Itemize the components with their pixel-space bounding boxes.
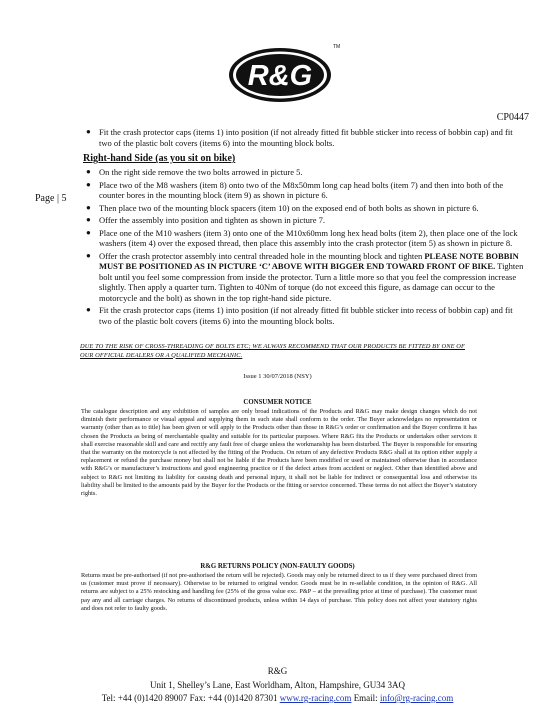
bullet-text: On the right side remove the two bolts arrowed in picture 5. (99, 167, 303, 177)
issue-line: Issue 1 30/07/2018 (NSY) (243, 373, 312, 380)
list-item (86, 180, 526, 201)
footer-company: R&G (267, 666, 288, 676)
document-code: CP0447 (496, 112, 529, 123)
rg-logo (228, 47, 332, 103)
list-item (86, 167, 526, 178)
bullet-text: Fit the crash protector caps (items 1) into position (if not already fitted fit bubble sticker into recess of bobbin cap) and fit two of the plastic bolt covers (items 6) into the mounting block bolts. (99, 305, 513, 326)
bullet-text: Offer the assembly into position and tighten as shown in picture 7. (99, 215, 326, 225)
email-link[interactable]: info@rg-racing.com (379, 693, 454, 703)
consumer-notice-body: The catalogue description and any exhibition of samples are only broad indications of the Products and R&G may make design changes which do not diminish their performance or visual appeal and supplying them in such state shall conform to the order. The Buyer acknowledges no representation or warranty (other than as to title) has been given or will apply to the Products other than those in R&G’s order or confirmation and the Buyer confirms it has chosen the Products as being of merchantable quality and suitable for its particular purposes. Where R&G fits the Products or undertakes other services it shall exercise reasonable skill and care and rectify any fault free of charge unless the workmanship has been disturbed. The Buyer is responsible for ensuring that the warranty on the motorcycle is not affected by the fitting of the Products. On return of any defective Products R&G shall at its option either supply a replacement or refund the purchase money but shall not be liable if the Products have been modified or used or maintained otherwise than in accordance with R&G’s or manufacturer’s instructions and good engineering practice or if the defect arises from accident or neglect. Other than identified above and subject to R&G not limiting its liability for causing death and personal injury, it shall not be liable for indirect or consequential loss and otherwise its liability shall be limited to the amounts paid by the Buyer for the Products or the fitting or service concerned. These terms do not affect the Buyer’s statutory rights. (81, 408, 477, 498)
bullet-icon: ● (86, 179, 91, 189)
returns-policy-title: R&G RETURNS POLICY (NON-FAULTY GOODS) (200, 563, 355, 570)
list-item (86, 203, 526, 214)
page-number: Page | 5 (35, 193, 67, 204)
list-item (86, 228, 526, 249)
bullet-icon: ● (86, 250, 91, 260)
intro-bullet-list (86, 127, 526, 150)
footer-email-label: Email: (351, 693, 380, 703)
bullet-icon: ● (86, 227, 91, 237)
rh-bullet-list (86, 167, 526, 328)
list-item (86, 215, 526, 226)
footer-address: Unit 1, Shelley’s Lane, East Worldham, Alton, Hampshire, GU34 3AQ (149, 680, 406, 690)
list-item (86, 127, 526, 148)
list-item (86, 305, 526, 326)
returns-policy-body: Returns must be pre-authorised (if not pre-authorised the return will be rejected). Goods may only be returned direct to us if they were purchased direct from us (customer must prove if necessary). Otherwise to be returned to original vendor. Goods must be in re-sellable condition, in the opinion of R&G. All returns are subject to a 25% restocking and handling fee (25% of the gross value exc. P&P – at the prevailing price at time of purchase). The customer must pay any and all carriage charges. No returns of discontinued products, unless within 14 days of purchase. This policy does not affect your statutory rights and does not refer to faulty goods. (81, 572, 477, 612)
trademark-mark: TM (333, 44, 341, 50)
fitting-warning: DUE TO THE RISK OF CROSS-THREADING OF BOLTS ETC; WE ALWAYS RECOMMEND THAT OUR PRODUCTS BE FITTED BY ONE OF OUR OFFICIAL DEALERS OR A QUALIFIED MECHANIC. (80, 343, 466, 359)
footer-contact (0, 693, 555, 703)
bobbin-warning: PLEASE NOTE BOBBIN MUST BE POSITIONED AS IN PICTURE ‘C’ ABOVE WITH BIGGER END TOWARD FRONT OF BIKE. (99, 250, 519, 271)
bullet-text: Fit the crash protector caps (items 1) into position (if not already fitted fit bubble sticker into recess of bobbin cap) and fit two of the plastic bolt covers (items 6) into the mounting block bolts. (99, 127, 513, 148)
bullet-text: Place one of the M10 washers (item 3) onto one of the M10x60mm long hex head bolts (item 2), then place one of the lock washers (item 4) over the exposed thread, then place this assembly into the crash protector (item 5) as shown in picture 8. (99, 227, 518, 248)
section-heading: Right-hand Side (as you sit on bike) (83, 153, 236, 164)
list-item (86, 251, 526, 304)
bullet-icon: ● (86, 202, 91, 212)
bullet-text: Offer the crash protector assembly into central threaded hole in the mounting block and tighten (99, 250, 425, 261)
logo-text: R&G (247, 60, 313, 92)
bullet-icon: ● (86, 215, 91, 224)
website-link[interactable]: www.rg-racing.com (279, 693, 352, 703)
bullet-text-cont: Tighten bolt until you feel some compression from inside the protector. Turn a little more so that you feel the compression increase slightly. Then apply a quarter turn. Tighten to 40Nm of torque (do not exceed this figure, as damage can occur to the motorcycle and the bolt) as shown in the top right-hand side picture. (99, 261, 524, 303)
consumer-notice-title: CONSUMER NOTICE (243, 399, 312, 406)
bullet-text: Then place two of the mounting block spacers (item 10) on the exposed end of both bolts as shown in picture 6. (99, 202, 479, 213)
footer-phone-fax: Tel: +44 (0)1420 89007 Fax: +44 (0)1420 87301 (101, 693, 280, 703)
bullet-icon: ● (86, 167, 91, 176)
bullet-text: Place two of the M8 washers (item 8) onto two of the M8x50mm long cap head bolts (item 7) and then into both of the counter bores in the mounting block (item 9) as shown in picture 6. (99, 179, 504, 200)
bullet-icon: ● (86, 127, 91, 136)
bullet-icon: ● (86, 305, 91, 314)
rg-logo-graphic (228, 47, 332, 103)
